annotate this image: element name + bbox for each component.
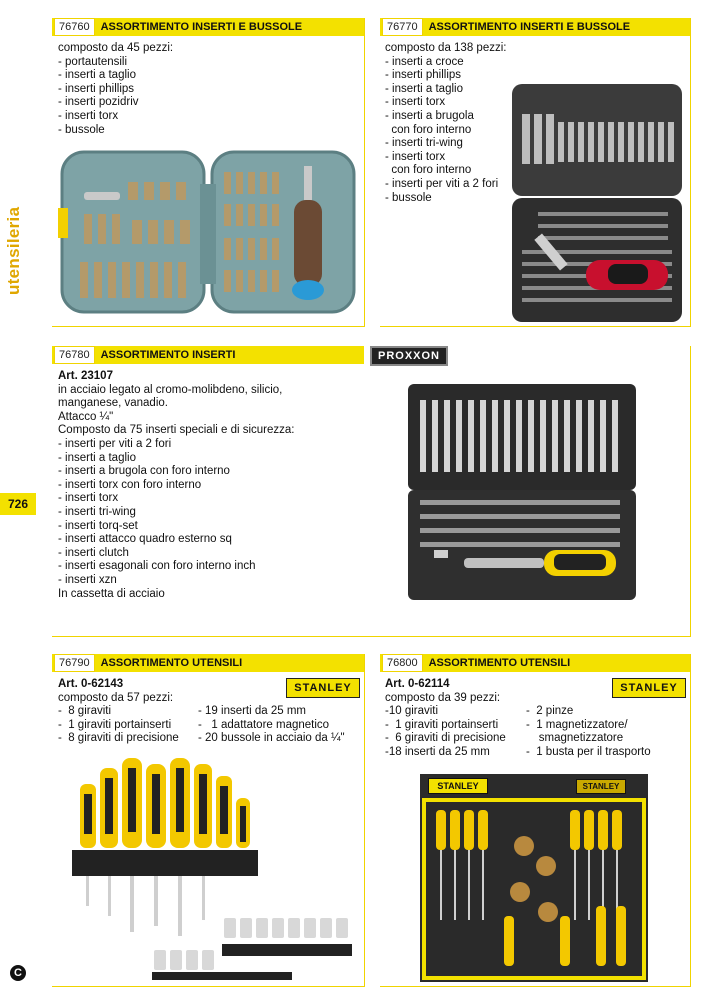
corner-mark: C: [10, 965, 26, 981]
desc-line: - inserti tri-wing: [385, 137, 463, 150]
desc-line: - inserti attacco quadro esterno sq: [58, 533, 232, 546]
product-code: 76780: [54, 346, 95, 364]
product-photo-steel-bit-case: [404, 382, 640, 602]
desc-line: - inserti torx con foro interno: [58, 478, 202, 491]
product-code: 76800: [382, 654, 423, 672]
product-title: ASSORTIMENTO UTENSILI: [428, 657, 571, 669]
desc-line: - 20 bussole in acciaio da ¼": [198, 732, 345, 745]
product-title: ASSORTIMENTO UTENSILI: [100, 657, 243, 669]
article-number: Art. 0-62143: [58, 678, 124, 690]
card-header: [52, 654, 364, 672]
desc-line: In cassetta di acciaio: [58, 587, 165, 600]
desc-line: smagnetizzatore: [526, 732, 624, 745]
desc-line: - 1 busta per il trasporto: [526, 745, 651, 758]
case-tools-illustration: [420, 796, 648, 982]
product-card-76780: [52, 346, 691, 637]
card-header: [52, 18, 364, 36]
card-header: [380, 654, 690, 672]
desc-line: - 1 adattatore magnetico: [198, 718, 330, 731]
product-card-76770: [380, 18, 691, 327]
brand-logo-stanley: STANLEY: [286, 678, 360, 698]
desc-line: - inserti per viti a 2 fori: [385, 177, 499, 190]
product-card-76800: [380, 654, 691, 987]
desc-line: - inserti per viti a 2 fori: [58, 437, 172, 450]
desc-line: - 1 giraviti portainserti: [385, 718, 499, 731]
page-number: 726: [0, 493, 36, 515]
product-photo-tool-case: [420, 774, 648, 982]
desc-line: - inserti a croce: [385, 55, 464, 68]
desc-line: - inserti phillips: [385, 69, 462, 82]
contents-column-1: [58, 705, 179, 746]
desc-intro: composto da 57 pezzi:: [58, 691, 174, 704]
desc-line: - inserti xzn: [58, 573, 117, 586]
card-header: [52, 346, 364, 364]
desc-line: - 19 inserti da 25 mm: [198, 705, 307, 717]
desc-line: con foro interno: [385, 164, 472, 177]
desc-line: - inserti torx: [385, 150, 446, 163]
card-header: [380, 18, 690, 36]
product-photo-screwdriver-set: [72, 754, 356, 980]
desc-line: - inserti a brugola con foro interno: [58, 465, 230, 478]
desc-line: con foro interno: [385, 123, 472, 136]
product-description: [58, 370, 295, 601]
contents-column-2: [526, 705, 651, 759]
desc-line: Attacco ¼": [58, 410, 114, 423]
desc-line: manganese, vanadio.: [58, 397, 168, 410]
product-description: [58, 678, 173, 705]
desc-line: - bussole: [58, 123, 105, 136]
desc-line: - inserti phillips: [58, 82, 135, 95]
product-code: 76790: [54, 654, 95, 672]
contents-column-1: [385, 705, 506, 759]
product-title: ASSORTIMENTO INSERTI: [100, 349, 236, 361]
product-description: [385, 678, 500, 705]
desc-line: -18 inserti da 25 mm: [385, 745, 490, 758]
product-photo-bit-case: [58, 144, 358, 322]
product-description: [385, 42, 506, 205]
product-title: ASSORTIMENTO INSERTI E BUSSOLE: [100, 21, 303, 33]
product-code: 76770: [382, 18, 423, 36]
product-title: ASSORTIMENTO INSERTI E BUSSOLE: [428, 21, 631, 33]
desc-line: - bussole: [385, 191, 432, 204]
product-card-76790: [52, 654, 365, 987]
desc-line: - 1 giraviti portainserti: [58, 718, 172, 731]
brand-logo-proxxon: PROXXON: [370, 346, 448, 366]
desc-line: - inserti torq-set: [58, 519, 138, 532]
contents-column-2: [198, 705, 345, 746]
article-number: Art. 23107: [58, 370, 113, 382]
desc-line: - inserti torx: [58, 492, 119, 505]
product-code: 76760: [54, 18, 95, 36]
desc-line: - inserti esagonali con foro interno inch: [58, 560, 256, 573]
case-brand-label: STANLEY: [428, 778, 488, 794]
desc-line: composto da 45 pezzi:: [58, 42, 174, 54]
desc-line: - inserti a taglio: [385, 82, 463, 95]
product-description: [58, 42, 173, 137]
product-photo-bit-case-138: [508, 82, 686, 324]
desc-line: - inserti a taglio: [58, 69, 136, 82]
desc-line: - 2 pinze: [526, 705, 574, 717]
desc-line: Composto da 75 inserti speciali e di sicurezza:: [58, 424, 295, 437]
desc-line: - portautensili: [58, 55, 128, 68]
case-brand-label-right: STANLEY: [576, 779, 626, 794]
desc-line: - inserti a brugola: [385, 109, 474, 122]
desc-line: - 8 giraviti di precisione: [58, 732, 179, 745]
desc-line: - inserti clutch: [58, 546, 129, 559]
desc-line: - inserti torx: [385, 96, 446, 109]
desc-line: - 6 giraviti di precisione: [385, 732, 506, 745]
desc-line: - inserti torx: [58, 109, 119, 122]
desc-line: -10 giraviti: [385, 705, 439, 717]
category-label: utensileria: [4, 206, 23, 295]
desc-intro: composto da 39 pezzi:: [385, 691, 501, 704]
article-number: Art. 0-62114: [385, 678, 450, 690]
desc-line: - inserti pozidriv: [58, 96, 139, 109]
desc-line: - inserti a taglio: [58, 451, 136, 464]
desc-line: in acciaio legato al cromo-molibdeno, silicio,: [58, 383, 283, 396]
brand-logo-stanley: STANLEY: [612, 678, 686, 698]
product-card-76760: [52, 18, 365, 327]
desc-line: composto da 138 pezzi:: [385, 42, 507, 54]
desc-line: - 8 giraviti: [58, 705, 112, 717]
desc-line: - 1 magnetizzatore/: [526, 718, 628, 731]
desc-line: - inserti tri-wing: [58, 505, 136, 518]
